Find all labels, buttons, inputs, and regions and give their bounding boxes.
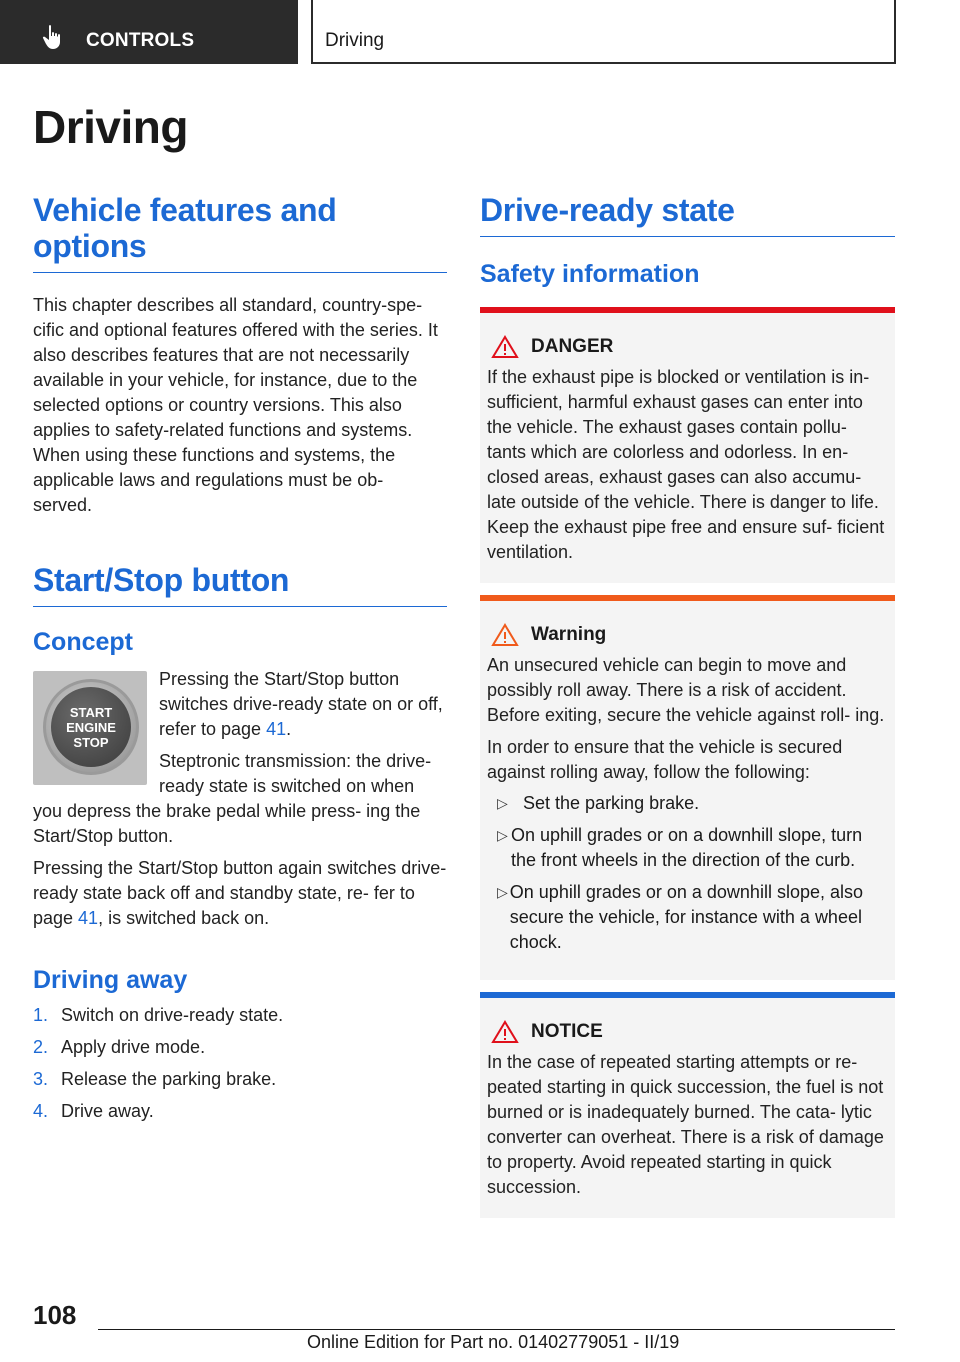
vehicle-features-body: This chapter describes all standard, country-spe- cific and optional features offered with the series. It also describes features that are not necessarily available in your vehicle, for instance, due to the selected options or country versions. This also applies to safety-related functions and systems. When using these functions and systems, the applicable laws and regulations must be ob- served.: [33, 295, 438, 515]
footer-edition: Online Edition for Part no. 01402779051 - II/19: [307, 1332, 680, 1352]
warning-text-2: In order to ensure that the vehicle is secured against rolling away, follow the following:: [487, 737, 843, 782]
section-label: Driving: [325, 30, 385, 51]
danger-text: If the exhaust pipe is blocked or ventilation is in- sufficient, harmful exhaust gases can enter into the vehicle. The exhaust gases contain pollu- tants which are colorless and odorless. In en- closed areas, exhaust gases can also accumu- late outside of the vehicle. There is danger to life. Keep the exhaust pipe free and ensure suf- ficient ventilation.: [487, 367, 885, 562]
notice-text: In the case of repeated starting attempts or re- peated starting in quick succession, the fuel is not burned or is inadequately burned. The cata- lytic converter can overheat. There is a risk of damage to property. Avoid repeated starting in quick succession.: [487, 1052, 884, 1197]
start-stop-button-image: [33, 671, 147, 785]
footer-divider: [98, 1329, 895, 1330]
warning-triangle-icon: [491, 623, 519, 647]
warning-label: Warning: [531, 624, 607, 645]
chapter-label: CONTROLS: [86, 30, 195, 51]
start-engine-stop-icon: START ENGINE STOP: [51, 687, 131, 767]
list-item: ▷ On uphill grades or on a downhill slope, also secure the vehicle, for instance with a wheel chock.: [487, 880, 887, 955]
list-item: 1. Switch on drive-ready state.: [33, 1005, 284, 1025]
list-item: ▷ On uphill grades or on a downhill slope, turn the front wheels in the direction of the curb.: [487, 823, 887, 873]
left-column: [33, 192, 447, 1127]
warning-triangle-icon: [491, 1020, 519, 1044]
page-link-41[interactable]: 41: [78, 908, 99, 928]
hand-pointer-icon: [42, 24, 64, 50]
warning-bullets: [487, 791, 887, 955]
concept-paragraph-2: Steptronic transmission: the drive-ready state is switched on when you depress the brake pedal while press- ing the Start/Stop button.: [33, 751, 432, 846]
concept-paragraph-3: Pressing the Start/Stop button again switches drive-ready state back off and standby state, re- fer to page 41, is switched back on.: [33, 858, 447, 928]
vehicle-features-heading: Vehicle features and options: [33, 192, 447, 273]
page-number: 108: [33, 1300, 77, 1330]
driving-away-heading: Driving away: [33, 966, 188, 994]
start-stop-heading: Start/Stop button: [33, 562, 447, 607]
concept-paragraph-1: Pressing the Start/Stop button switches drive-ready state on or off, refer to page 41.: [159, 669, 443, 739]
driving-away-steps: [33, 999, 447, 1127]
chapter-tab[interactable]: [0, 0, 298, 64]
bullet-triangle-icon: ▷: [497, 884, 508, 900]
right-column: [480, 192, 895, 1218]
page-link-41[interactable]: 41: [266, 719, 287, 739]
warning-triangle-icon: [491, 335, 519, 359]
notice-label: NOTICE: [531, 1021, 603, 1042]
section-tab: [311, 0, 896, 64]
concept-section: [33, 667, 447, 931]
drive-ready-heading: Drive-ready state: [480, 192, 895, 237]
list-item: 3. Release the parking brake.: [33, 1069, 277, 1089]
list-item: 4. Drive away.: [33, 1101, 154, 1121]
concept-heading: Concept: [33, 628, 133, 656]
bullet-triangle-icon: ▷: [497, 827, 508, 843]
notice-box: [480, 992, 895, 1218]
danger-label: DANGER: [531, 336, 614, 357]
list-item: ▷ Set the parking brake.: [487, 791, 887, 816]
list-item: 2. Apply drive mode.: [33, 1037, 206, 1057]
warning-text-1: An unsecured vehicle can begin to move and possibly roll away. There is a risk of accident. Before exiting, secure the vehicle against roll- ing.: [487, 655, 885, 725]
danger-notice: [480, 307, 895, 583]
page-title: Driving: [33, 101, 188, 153]
safety-information-heading: Safety information: [480, 260, 700, 288]
warning-notice: [480, 595, 895, 980]
bullet-triangle-icon: ▷: [497, 795, 508, 811]
